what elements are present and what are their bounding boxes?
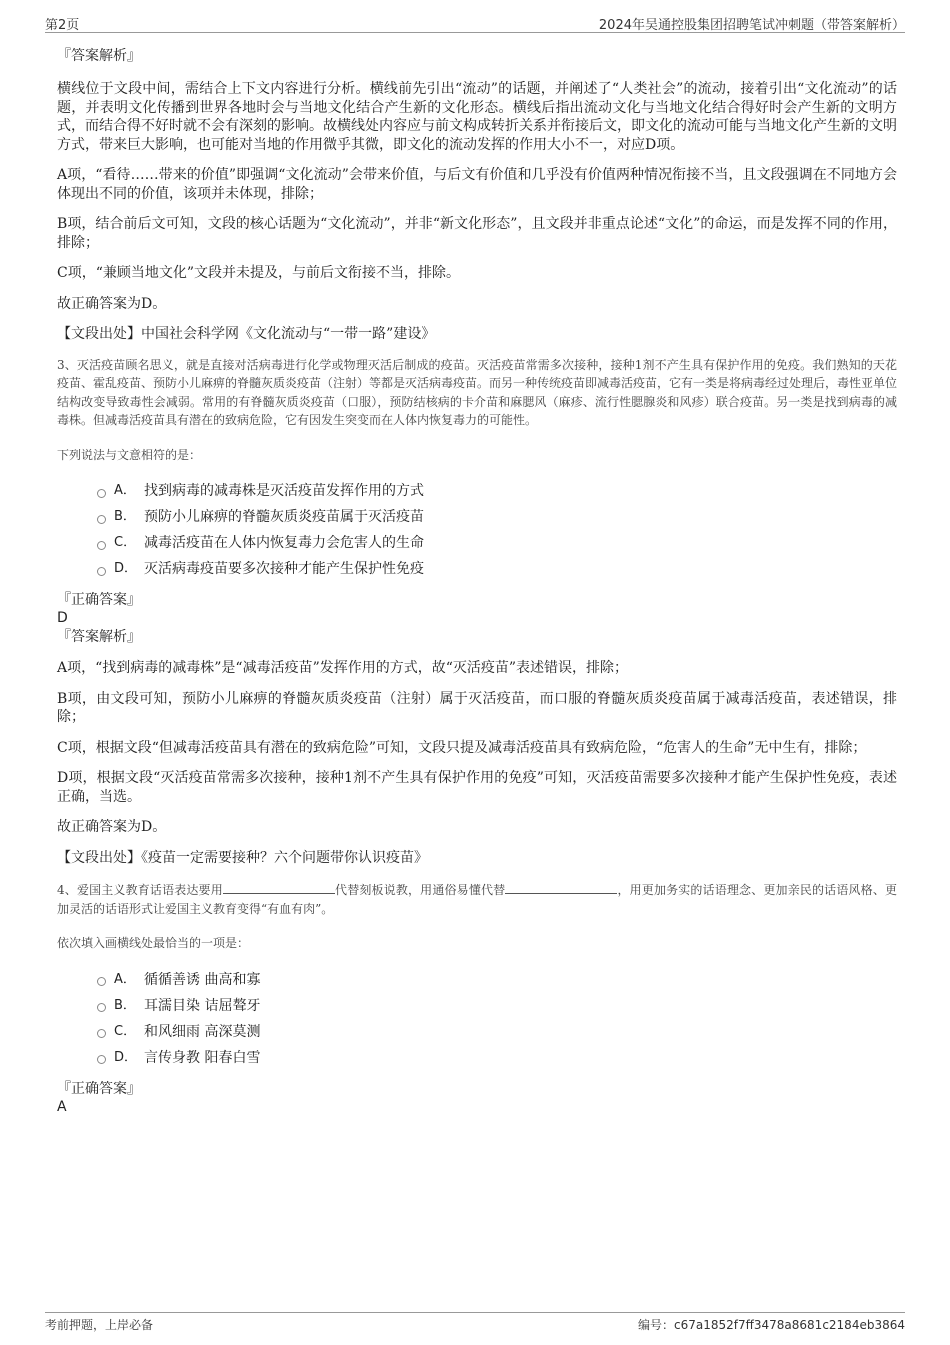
option-d[interactable]: D． 言传身教 阳春白雪	[97, 1045, 897, 1071]
page-footer	[45, 1312, 905, 1335]
radio-icon[interactable]	[97, 1055, 106, 1064]
options-list	[57, 967, 897, 1071]
analysis-paragraph: B项，结合前后文可知，文段的核心话题为“文化流动”，并非“新文化形态”，且文段并非重点论述“文化”的命运，而是发挥不同的作用，排除；	[57, 216, 897, 251]
correct-answer-value: A	[57, 1098, 67, 1115]
option-a[interactable]: A． 循循善诱 曲高和寡	[97, 967, 897, 993]
radio-icon[interactable]	[97, 1029, 106, 1038]
radio-icon[interactable]	[97, 1003, 106, 1012]
correct-answer-statement: 故正确答案为D。	[57, 295, 167, 312]
page-content	[57, 46, 897, 1116]
analysis-paragraph: C项，根据文段“但减毒活疫苗具有潜在的致病危险”可知，文段只提及减毒活疫苗具有致病危险，“危害人的生命”无中生有，排除；	[57, 739, 867, 756]
correct-answer-label: 『正确答案』	[57, 1080, 141, 1097]
analysis-paragraph: 横线位于文段中间，需结合上下文内容进行分析。横线前先引出“流动”的话题，并阐述了“人类社会”的流动，接着引出“文化流动”的话题，并表明文化传播到世界各地时会与当地文化结合产生新的文化形态。横线后指出流动文化与当地文化结合得好时会产生新的文明方式，而结合得不好时就不会有深刻的影响。故横线处内容应与前文构成转折关系并衔接后文，即文化的流动可能与当地文化产生新的文明方式，带来巨大影响，也可能对当地的作用微乎其微，即文化的流动发挥的作用大小不一，对应D项。	[57, 81, 897, 153]
page-number: 第2页	[45, 18, 80, 33]
option-a[interactable]: A． 找到病毒的减毒株是灭活疫苗发挥作用的方式	[97, 478, 897, 504]
document-id: 编号：c67a1852f7ff3478a8681c2184eb3864	[638, 1318, 905, 1332]
option-b[interactable]: B． 耳濡目染 诘屈聱牙	[97, 993, 897, 1019]
analysis-paragraph: A项，“看待……带来的价值”即强调“文化流动”会带来价值，与后文有价值和几乎没有价值两种情况衔接不当，且文段强调在不同地方会体现出不同的价值，该项并未体现，排除；	[57, 167, 897, 202]
correct-answer-value: D	[57, 610, 68, 626]
fill-blank	[505, 881, 617, 894]
question-stem: 4、爱国主义教育话语表达要用 代替刻板说教，用通俗易懂代替 ，用更加务实的话语理念、更加亲民的话语风格、更加灵活的话语形式让爱国主义教育变得“有血有肉”。	[57, 883, 897, 916]
radio-icon[interactable]	[97, 567, 106, 576]
option-d[interactable]: D． 灭活病毒疫苗要多次接种才能产生保护性免疫	[97, 556, 897, 582]
document-title: 2024年吴通控股集团招聘笔试冲刺题（带答案解析）	[598, 18, 905, 33]
source-citation: 【文段出处】中国社会科学网《文化流动与“一带一路”建设》	[57, 326, 436, 342]
analysis-paragraph: D项，根据文段“灭活疫苗常需多次接种，接种1剂不产生具有保护作用的免疫”可知，灭活疫苗需要多次接种才能产生保护性免疫，表述正确，当选。	[57, 770, 897, 805]
footer-slogan: 考前押题，上岸必备	[45, 1318, 154, 1332]
radio-icon[interactable]	[97, 515, 106, 524]
analysis-paragraph: A项，“找到病毒的减毒株”是“减毒活疫苗”发挥作用的方式，故“灭活疫苗”表述错误，排除；	[57, 660, 629, 676]
options-list	[57, 478, 897, 582]
option-c[interactable]: C． 减毒活疫苗在人体内恢复毒力会危害人的生命	[97, 530, 897, 556]
source-citation: 【文段出处】《疫苗一定需要接种？六个问题带你认识疫苗》	[57, 849, 428, 866]
question-prompt: 依次填入画横线处最恰当的一项是：	[57, 936, 250, 950]
correct-answer-label: 『正确答案』	[57, 592, 141, 608]
question-prompt: 下列说法与文意相符的是：	[57, 447, 202, 462]
analysis-paragraph: B项，由文段可知，预防小儿麻痹的脊髓灰质炎疫苗（注射）属于灭活疫苗，而口服的脊髓灰质炎疫苗属于减毒活疫苗，表述错误，排除；	[57, 690, 897, 725]
correct-answer-statement: 故正确答案为D。	[57, 819, 167, 835]
option-b[interactable]: B． 预防小儿麻痹的脊髓灰质炎疫苗属于灭活疫苗	[97, 504, 897, 530]
radio-icon[interactable]	[97, 489, 106, 498]
analysis-label: 『答案解析』	[57, 48, 141, 64]
radio-icon[interactable]	[97, 977, 106, 986]
radio-icon[interactable]	[97, 541, 106, 550]
option-c[interactable]: C． 和风细雨 高深莫测	[97, 1019, 897, 1045]
fill-blank	[223, 881, 335, 894]
analysis-label: 『答案解析』	[57, 629, 141, 645]
question-stem: 3、灭活疫苗顾名思义，就是直接对活病毒进行化学或物理灭活后制成的疫苗。灭活疫苗常需多次接种，接种1剂不产生具有保护作用的免疫。我们熟知的天花疫苗、霍乱疫苗、预防小儿麻痹的脊髓灰质炎疫苗（注射）等都是灭活病毒疫苗。而另一种传统疫苗即减毒活疫苗，它有一类是将病毒经过处理后，毒性亚单位结构改变导致毒性会减弱。常用的有脊髓灰质炎疫苗（口服），预防结核病的卡介苗和麻腮风（麻疹、流行性腮腺炎和风疹）联合疫苗。另一类是找到病毒的减毒株。但减毒活疫苗具有潜在的致病危险，它有因发生突变而在人体内恢复毒力的可能性。	[57, 357, 898, 427]
analysis-paragraph: C项，“兼顾当地文化”文段并未提及，与前后文衔接不当，排除。	[57, 265, 461, 281]
page-header	[45, 12, 905, 33]
